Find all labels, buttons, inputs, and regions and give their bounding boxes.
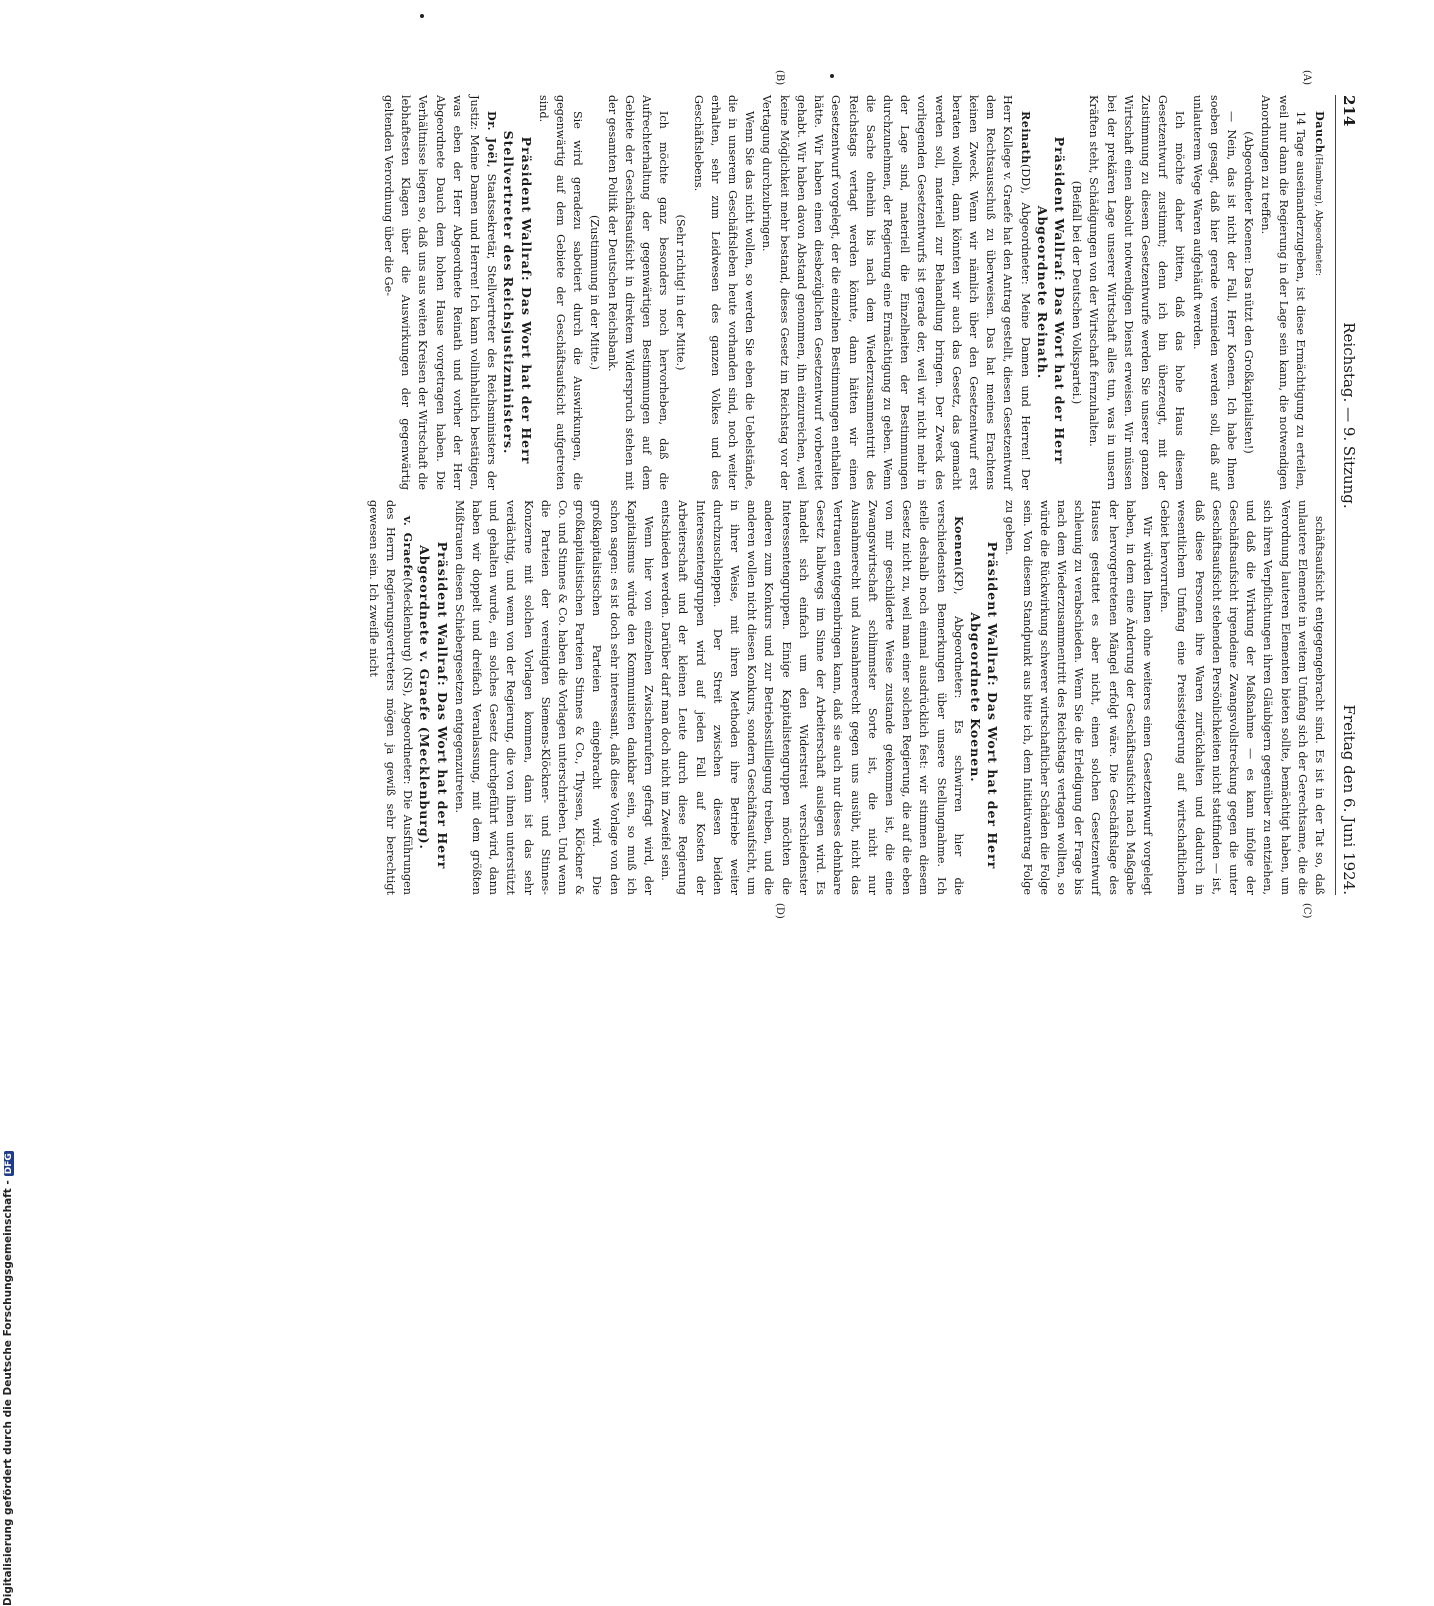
speech-paragraph: [380, 95, 500, 490]
page-header: [1335, 95, 1380, 895]
session-date: Freitag den 6. Juni 1924.: [1340, 704, 1358, 895]
speech-text: Wenn hier von einzelnen Zwischenrufern gefragt wird, der Kapitalismus würde den Kommunisten dankbar sein, so muß ich schon sagen: es ist doch sehr interessant, daß diese Vorlage von den großkapitalistischen Parteien eingebracht wird. Die großkapitalistischen Parteien Stinnes & Co., Thyssen, Klöckner & Co. und Stinnes & Co. haben die Vorlagen unterschrieben. Und wenn die Parteien der vereinigten Siemens-Klöckner- und Stinnes-Konzerne mit solchen Vorlagen kommen, dann ist das sehr verdächtig, und wenn von der Regierung, die von ihnen unterstützt und gehalten wurde, ein solches Gesetz durchgeführt wird, dann haben wir doppelt und dreifach Veranlassung, mit dem größten Mißtrauen diesen Schiebergesetzen entgegenzutreten.: [452, 500, 656, 895]
page-number: 214: [1340, 95, 1358, 127]
interjection: (Zustimmung in der Mitte.): [588, 214, 602, 371]
speech-text: Wir würden Ihnen ohne weiteres einen Gesetzentwurf vorgelegt haben, in dem eine Änderung der Geschäftsaufsicht nach Maßgabe der hervorgetretenen Mängel erfolgt wäre. Die Geschäftslage des Hauses gestattet es aber nicht, einen solchen Gesetzentwurf schleunig zu verabschieden. Wenn Sie die Erledigung der Frage bis nach dem Wiederzusammentritt des Reichstags vertagen wollten, so würde die Rückwirkung schwerer wirtschaftlicher Schäden die Folge sein. Von diesem Standpunkt aus bitte ich, dem Initiativantrag Folge zu geben.: [1003, 500, 1154, 895]
left-column: [380, 95, 1328, 490]
speech-text: — Nein, das ist nicht der Fall, Herr Koenen. Ich habe Ihnen soeben gesagt, daß hier gerade vermieden werden soll, daß auf unlauterem Wege Waren aufgehäuft werden.: [1190, 95, 1238, 490]
speech-text: Meine Damen und Herren! Ich kann vollinhaltlich bestätigen, was eben der Herr Abgeordnete Reinath und vorher der Herr Abgeordnete Dauch dem hohen Hause vorgetragen haben. Die Verhältnisse liegen so, daß uns aus weiten Kreisen der Wirtschaft die lebhaftesten Klagen über die Auswirkungen der gegenwärtig geltenden Verordnung über die Ge-: [382, 95, 482, 490]
speech-text: 14 Tage auseinanderzugeben, ist diese Ermächtigung zu erteilen, weil nur dann die Regierung in der Lage sein kann, die notwendigen Anordnungen zu treffen.: [1259, 95, 1307, 490]
speaker-name: Dr. Joël: [485, 111, 500, 164]
ink-dot: [420, 14, 424, 18]
speaker-name: Koenen: [951, 516, 966, 567]
interjection: (Sehr richtig! in der Mitte.): [674, 214, 688, 371]
right-column: [365, 500, 1328, 895]
speech-paragraph: [689, 95, 758, 490]
speech-text: Wenn Sie das nicht wollen, so werden Sie eben die Uebelstände, die in unserem Geschäftsleben heute vorhanden sind, noch weiter erhalten, sehr zum Leidwesen des ganzen Volkes und des Geschäftslebens.: [691, 95, 757, 490]
speech-text: Ich möchte ganz besonders noch hervorheben, daß die Aufrechterhaltung der gegenwärtigen Bestimmungen auf dem Gebiete der Geschäftsaufsicht in direktem Widerspruch stehen mit der gesamten Politik der Deutschen Reichsbank.: [605, 95, 671, 490]
speech-paragraph: [1309, 95, 1328, 490]
speech-text: schäftsaufsicht entgegengebracht sind. Es ist in der Tat so, daß unlautere Elemente in weitem Umfang sich der Gerechtsame, die die Verordnung lauteren Elementen bieten sollte, bemächtigt haben, um sich ihren Verpflichtungen ihren Gläubigern gegenüber zu entziehen, und daß die Wirkung der Maßnahme — es kann infolge der Geschäftsaufsicht irgendeine Zwangsvollstreckung gegen die unter Geschäftsaufsicht stehenden Persönlichkeiten nicht stattfinden — ist, daß diese Personen ihre Waren zurückhalten und dadurch in wesentlichem Umfang eine Preissteigerung auf wirtschaftlichem Gebiet hervorrufen.: [1158, 500, 1326, 895]
president-announcement: Präsident Wallraf: Das Wort hat der Herr Stellvertreter des Reichsjustizministers.: [501, 130, 534, 465]
president-announcement: Präsident Wallraf: Das Wort hat der Herr Abgeordnete Koenen.: [967, 541, 1001, 870]
dfg-logo: DFG: [4, 1153, 14, 1175]
president-announcement: Präsident Wallraf: Das Wort hat der Herr Abgeordnete v. Graefe (Mecklenburg).: [417, 541, 450, 870]
speech-text: Die Ausführungen des Herrn Regierungsvertreters mögen ja gewiß sehr berechtigt gewesen sein. Ich zweifle nicht: [366, 500, 415, 895]
speaker-name: Dauch: [1313, 111, 1327, 154]
speaker-note: (DD), Abgeordneter:: [1018, 163, 1032, 285]
margin-mark-c: (C): [1301, 903, 1312, 919]
speech-paragraph: [535, 95, 587, 490]
speech-paragraph: [657, 500, 967, 895]
speech-paragraph: [1156, 500, 1328, 895]
speech-paragraph: [451, 500, 657, 895]
speech-paragraph: [603, 95, 672, 490]
margin-mark-a: (A): [1301, 70, 1312, 86]
speaker-name: v. Graefe: [401, 516, 416, 578]
speech-paragraph: [758, 95, 1033, 490]
speech-text: Sie wird geradezu sabotiert durch die Auswirkungen, die gegenwärtig auf dem Gebiete der Geschäftsaufsicht aufgetreten sind.: [536, 95, 585, 490]
speaker-name: Reinath: [1018, 111, 1033, 164]
speech-paragraph: [1188, 95, 1240, 490]
speech-text: Es schwirren hier die verschiedensten Bemerkungen über unsere Stellungnahme. Ich stelle deshalb noch einmal ausdrücklich fest: wir stimmen diesem Gesetz nicht zu, weil man einer solchen Regierung, die auf die eben von mir geschilderte Weise zustande gekommen ist, die eine Zwangswirtschaft schlimmster Sorte ist, die nicht nur Ausnahmerecht und Ausnahmerecht gegen uns ausübt, nicht das Vertrauen entgegenbringen kann, daß sie auch nur dieses dehnbare Gesetz halbwegs im Sinne der Arbeiterschaft auslegen wird. Es handelt sich einfach um den Widerstreit verschiedenster Interessentengruppen. Einige Kapitalistengruppen möchten die anderen zum Konkurs und zur Betriebsstilllegung treiben, und die anderen wollen nicht diesen Konkurs, sondern Geschäftsaufsicht, um in ihrer Weise, mit ihren Methoden ihre Betriebe weiter durchzuschleppen. Der Streit zwischen diesen beiden Interessentengruppen wird auf jeden Fall auf Kosten der Arbeiterschaft und der kleinen Leute durch diese Regierung entschieden werden. Darüber darf man doch nicht im Zweifel sein.: [659, 500, 965, 896]
dfg-credit-label: Digitalisierung gefördert durch die Deutsche Forschungsgemeinschaft -: [2, 1180, 14, 1606]
session-title: Reichstag. — 9. Sitzung.: [1340, 322, 1358, 509]
speech-paragraph: [1257, 95, 1309, 490]
speaker-note: (KP), Abgeordneter:: [951, 566, 965, 699]
ink-dot: [830, 74, 834, 78]
dfg-credit-text: [2, 1153, 14, 1606]
speaker-note: (Mecklenburg) (NS), Abgeordneter:: [401, 577, 415, 785]
speech-text: Meine Damen und Herren! Der Herr Kollege v. Graefe hat den Antrag gestellt, diesen Gesetzentwurf dem Rechtsausschuß zu überweisen. Das hat meines Erachtens keinen Zweck. Wenn wir nämlich über den Gesetzentwurf erst beraten wollen, dann könnten wir auch das Gesetz, das gemacht werden soll, materiell zur Behandlung bringen. Der Zweck des vorliegenden Gesetzentwurfs ist gerade der, weil wir nicht mehr in der Lage sind, materiell die Einzelheiten der Bestimmungen durchzunehmen, der Regierung eine Ermächtigung zu geben. Wenn die Sache ohnehin bis nach dem Wiederzusammentritt des Reichstags vertagt werden könnte, dann hätten wir einen Gesetzentwurf vorgelegt, der die einzelnen Bestimmungen enthalten hätte. Wir haben einen diesbezüglichen Gesetzentwurf vorbereitet gehabt. Wir haben davon Abstand genommen, ihn einzureichen, weil keine Möglichkeit mehr bestand, dieses Gesetz im Reichstag vor der Vertagung durchzubringen.: [760, 95, 1032, 490]
interjection: (Abgeordneter Koenen: Das nützt den Großkapitalisten!): [1242, 131, 1256, 454]
margin-mark-b: (B): [774, 70, 785, 86]
president-announcement: Präsident Wallraf: Das Wort hat der Herr Abgeordnete Reinath.: [1034, 136, 1067, 465]
speaker-note: , Staatssekretär, Stellvertreter des Reichsministers der Justiz:: [468, 95, 499, 490]
speech-paragraph: [1001, 500, 1156, 895]
speech-paragraph: [1085, 95, 1188, 490]
speaker-note: (Hamburg), Abgeordneter:: [1313, 153, 1323, 276]
margin-mark-d: (D): [774, 903, 785, 919]
interjection: (Beifall bei der Deutschen Volkspartei.): [1070, 180, 1084, 405]
dfg-credit: [0, 606, 14, 1606]
speech-paragraph: [365, 500, 417, 895]
speech-text: Ich möchte daher bitten, daß das hohe Haus diesem Gesetzentwurf zustimmt; denn ich bin überzeugt, mit der Zustimmung zu diesem Gesetzentwurfe werden Sie unserer ganzen Wirtschaft einen absolut notwendigen Dienst erweisen. Wir müssen bei der prekären Lage unserer Wirtschaft alles tun, was in unsern Kräften steht, Schädigungen von der Wirtschaft fernzuhalten.: [1087, 95, 1187, 490]
rotated-newspaper-page: [110, 0, 1380, 1000]
